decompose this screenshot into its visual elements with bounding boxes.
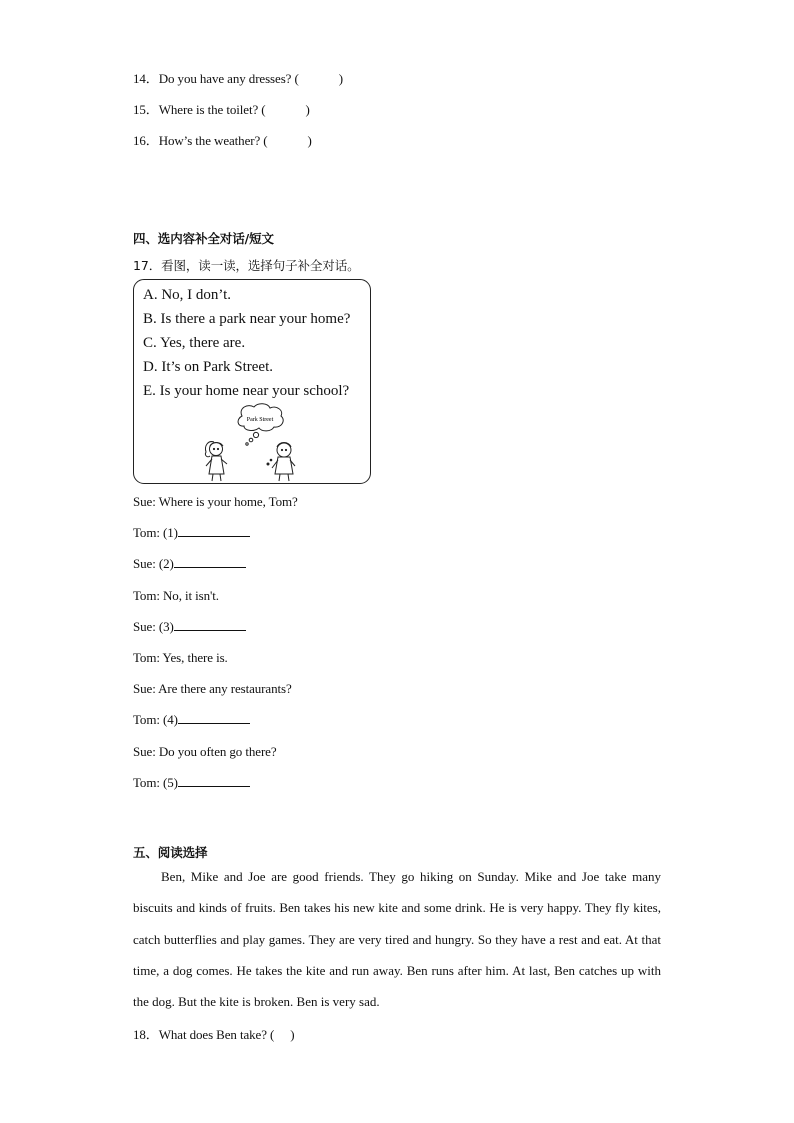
question-15 xyxy=(133,99,310,118)
answer-blank-2[interactable] xyxy=(174,556,246,568)
question-text: What does Ben take? ( xyxy=(158,1027,275,1042)
reading-passage xyxy=(133,861,661,1017)
answer-blank-5[interactable] xyxy=(178,775,250,787)
dialogue-line-2 xyxy=(133,525,250,541)
close-paren: ) xyxy=(290,1027,295,1042)
dialogue-line-9: Sue: Do you often go there? xyxy=(133,744,277,759)
kids-illustration xyxy=(194,402,314,482)
dialogue-line-6: Tom: Yes, there is. xyxy=(133,650,228,665)
question-18 xyxy=(133,1024,295,1043)
option-c: C. Yes, there are. xyxy=(143,335,246,351)
section-5-heading: 五、阅读选择 xyxy=(133,845,208,860)
question-number: 18． xyxy=(133,1027,159,1042)
answer-blank-3[interactable] xyxy=(174,619,246,631)
girl-figure xyxy=(205,442,227,481)
dialogue-line-10 xyxy=(133,775,250,791)
dialogue-text: Tom: (1) xyxy=(133,525,178,540)
dialogue-text: Sue: (2) xyxy=(133,556,174,571)
dialogue-text: Sue: (3) xyxy=(133,619,174,634)
bubble-label: Park Street xyxy=(246,417,274,423)
dialogue-line-5 xyxy=(133,619,246,635)
dialogue-line-1: Sue: Where is your home, Tom? xyxy=(133,494,298,509)
thought-bubble xyxy=(238,404,283,445)
answer-blank-4[interactable] xyxy=(178,712,250,724)
question-text: Where is the toilet? ( xyxy=(158,102,266,117)
question-number: 16． xyxy=(133,133,159,148)
close-paren: ) xyxy=(338,71,343,86)
dialogue-text: Tom: (4) xyxy=(133,712,178,727)
passage-text: Ben, Mike and Joe are good friends. They go hiking on Sunday. Mike and Joe take many biscuits and kinds of fruits. Ben takes his new kite and some drink. He is very happy. They fly kites, catch butterflies and play games. They are very tired and hungry. So they have a rest and eat. At that time, a dog comes. He takes the kite and run away. Ben runs after him. At last, Ben catches up with the dog. But the kite is broken. Ben is very sad. xyxy=(133,869,661,1010)
question-text: How’s the weather? ( xyxy=(158,133,268,148)
dialogue-line-4: Tom: No, it isn't. xyxy=(133,588,219,603)
boy-figure xyxy=(267,443,295,482)
dialogue-line-3 xyxy=(133,556,246,572)
dialogue-line-8 xyxy=(133,712,250,728)
dialogue-text: Tom: (5) xyxy=(133,775,178,790)
question-number: 15． xyxy=(133,102,159,117)
option-e: E. Is your home near your school? xyxy=(143,383,350,399)
question-number: 14． xyxy=(133,71,159,86)
option-b: B. Is there a park near your home? xyxy=(143,311,351,327)
question-text: Do you have any dresses? ( xyxy=(158,71,299,86)
dialogue-line-7: Sue: Are there any restaurants? xyxy=(133,681,292,696)
option-d: D. It’s on Park Street. xyxy=(143,359,273,375)
question-16 xyxy=(133,130,312,149)
option-a: A. No, I don’t. xyxy=(143,287,232,303)
question-14 xyxy=(133,68,343,87)
section-4-heading: 四、选内容补全对话/短文 xyxy=(133,231,274,246)
answer-blank-1[interactable] xyxy=(178,525,250,537)
options-box xyxy=(133,279,371,484)
close-paren: ) xyxy=(305,102,310,117)
question-17-instruction: 17．看图，读一读，选择句子补全对话。 xyxy=(133,258,360,273)
close-paren: ) xyxy=(307,133,312,148)
